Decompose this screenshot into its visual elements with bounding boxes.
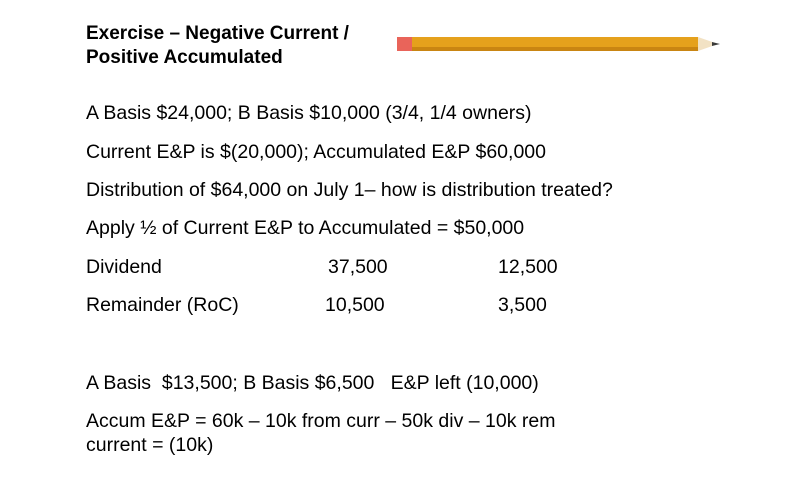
remainder-a-value: 10,500 (325, 294, 385, 316)
dividend-label: Dividend (86, 256, 162, 278)
remainder-b-value: 3,500 (498, 294, 547, 316)
accum-line-2: current = (10k) (86, 434, 214, 456)
slide-title-line-1: Exercise – Negative Current / (86, 23, 349, 44)
basis-line: A Basis $24,000; B Basis $10,000 (3/4, 1/4 owners) (86, 102, 532, 124)
current-ep-line: Current E&P is $(20,000); Accumulated E&P $60,000 (86, 141, 546, 163)
summary-line: A Basis $13,500; B Basis $6,500 E&P left (10,000) (86, 372, 539, 394)
pencil-stripe (412, 47, 698, 51)
apply-line: Apply ½ of Current E&P to Accumulated = $50,000 (86, 217, 525, 239)
pencil-eraser (397, 37, 412, 51)
remainder-label: Remainder (RoC) (86, 294, 239, 316)
slide-title-line-2: Positive Accumulated (86, 47, 283, 68)
accum-line-1: Accum E&P = 60k – 10k from curr – 50k div – 10k rem (86, 410, 556, 432)
dividend-b-value: 12,500 (498, 256, 558, 278)
distribution-line: Distribution of $64,000 on July 1– how is distribution treated? (86, 179, 613, 201)
dividend-a-value: 37,500 (328, 256, 388, 278)
pencil-icon (396, 34, 726, 54)
pencil-lead (712, 42, 720, 46)
